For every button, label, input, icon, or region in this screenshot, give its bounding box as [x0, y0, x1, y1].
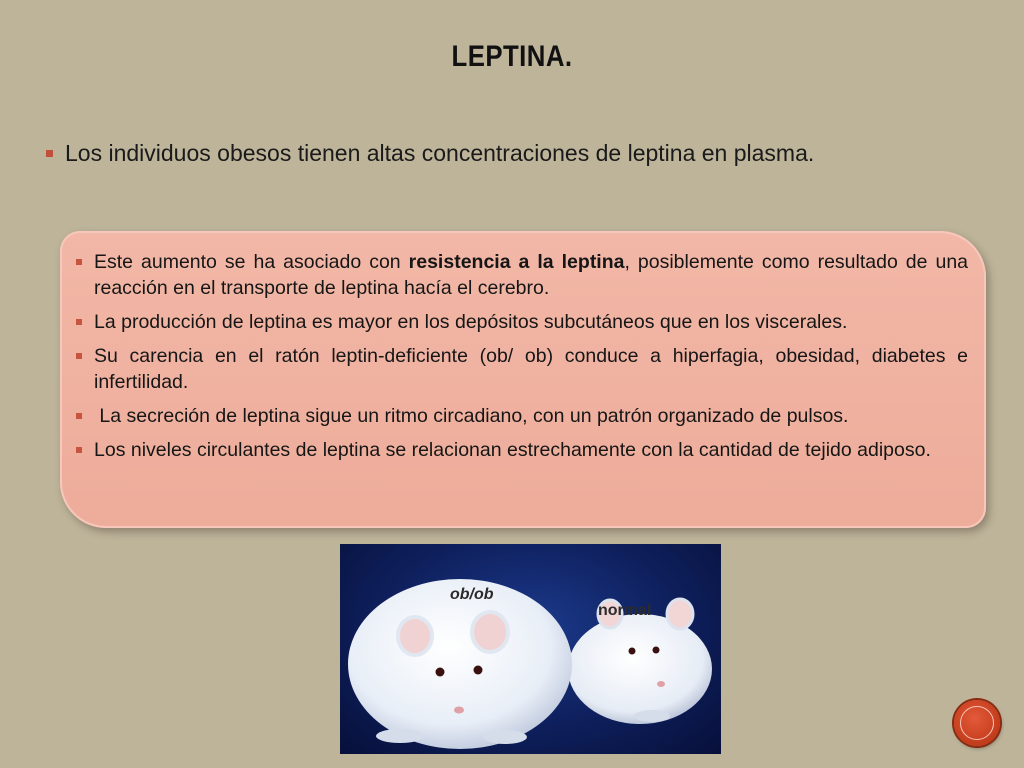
- panel-bullet-list: [76, 249, 968, 463]
- list-item-text: La producción de leptina es mayor en los depósitos subcutáneos que en los viscerales.: [94, 311, 848, 333]
- mice-illustration: [340, 544, 721, 754]
- square-bullet-icon: [76, 259, 82, 265]
- list-item-text-start: Este aumento se ha asociado con: [94, 251, 409, 273]
- list-item-text: [94, 249, 968, 301]
- list-item: [76, 249, 968, 301]
- intro-bullet-text: Los individuos obesos tienen altas concentraciones de leptina en plasma.: [65, 140, 815, 166]
- list-item-text: Los niveles circulantes de leptina se relacionan estrechamente con la cantidad de tejido adiposo.: [94, 439, 931, 461]
- list-item-text: Su carencia en el ratón leptin-deficiente (ob/ ob) conduce a hiperfagia, obesidad, diabetes e infertilidad.: [94, 345, 968, 393]
- square-bullet-icon: [76, 447, 82, 453]
- square-bullet-icon: [46, 150, 53, 157]
- list-item: [76, 309, 968, 335]
- emphasized-term: resistencia a la leptina: [408, 251, 625, 273]
- slide-nav-button[interactable]: [954, 700, 1000, 746]
- nav-button-ring-icon: [960, 706, 994, 740]
- intro-bullet: [46, 140, 986, 167]
- slide-title: LEPTINA.: [451, 40, 573, 73]
- square-bullet-icon: [76, 319, 82, 325]
- normal-mouse-label: normal: [598, 602, 652, 619]
- obese-mouse-label: ob/ob: [450, 586, 494, 603]
- square-bullet-icon: [76, 413, 82, 419]
- list-item-text: La secreción de leptina sigue un ritmo circadiano, con un patrón organizado de pulsos.: [94, 405, 849, 427]
- square-bullet-icon: [76, 353, 82, 359]
- list-item: [76, 437, 968, 463]
- content-panel: [60, 231, 986, 528]
- list-item-text-end: , posiblemente como resultado de una reacción en el transporte de leptina hacía el cerebro.: [94, 251, 969, 299]
- mice-photo: [340, 544, 721, 754]
- list-item: [76, 343, 968, 395]
- list-item: [76, 403, 968, 429]
- obese-mouse: [348, 579, 572, 749]
